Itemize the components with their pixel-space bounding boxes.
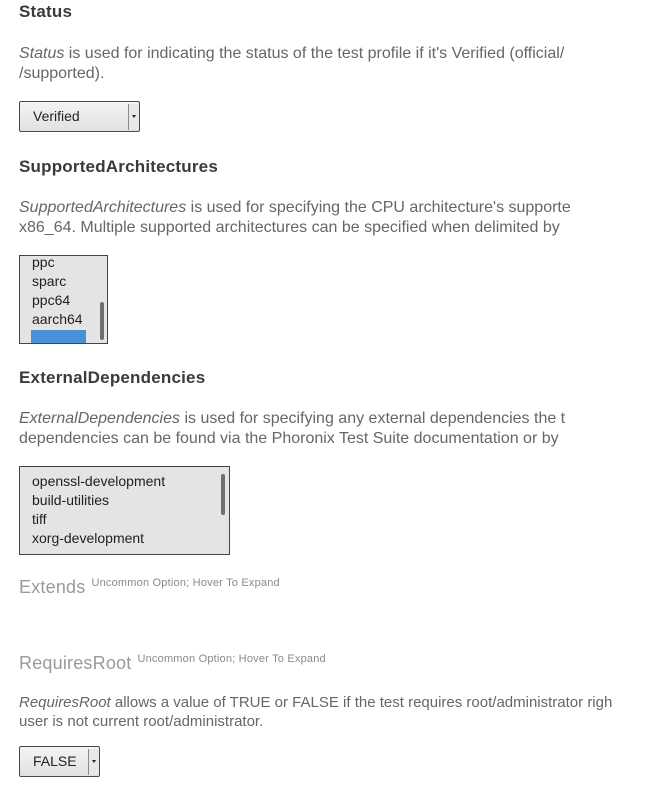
supported-architectures-description xyxy=(19,198,571,218)
requires-root-selected-value: FALSE xyxy=(33,753,77,769)
supported-architectures-desc-term: SupportedArchitectures xyxy=(19,199,187,216)
list-option[interactable]: tiff xyxy=(32,511,47,527)
list-option[interactable]: aarch64 xyxy=(32,311,83,327)
status-desc-term: Status xyxy=(19,45,65,62)
dropdown-arrow-icon xyxy=(88,749,99,775)
extends-heading[interactable] xyxy=(19,577,280,598)
listbox-scrollbar[interactable] xyxy=(221,474,225,515)
external-dependencies-heading: ExternalDependencies xyxy=(19,368,206,387)
status-heading: Status xyxy=(19,2,73,21)
requires-root-hint: Uncommon Option; Hover To Expand xyxy=(137,653,326,665)
list-option-partial[interactable] xyxy=(32,466,36,471)
requires-root-heading-label: RequiresRoot xyxy=(19,653,132,673)
external-dependencies-listbox[interactable] xyxy=(19,466,230,555)
supported-architectures-listbox[interactable] xyxy=(19,255,108,344)
requires-root-description-line2: user is not current root/administrator. xyxy=(19,713,264,730)
status-selected-value: Verified xyxy=(33,108,80,124)
listbox-scrollbar[interactable] xyxy=(100,302,104,340)
extends-heading-label: Extends xyxy=(19,577,86,597)
requires-root-description xyxy=(19,693,612,712)
status-description xyxy=(19,44,564,64)
supported-architectures-description-line2: x86_64. Multiple supported architectures can be specified when delimited by xyxy=(19,219,560,236)
requires-root-desc-term: RequiresRoot xyxy=(19,694,111,711)
supported-architectures-heading: SupportedArchitectures xyxy=(19,157,218,176)
external-dependencies-description xyxy=(19,409,565,429)
status-select[interactable] xyxy=(19,101,140,132)
status-description-line2: /supported). xyxy=(19,65,105,82)
list-option[interactable]: openssl-development xyxy=(32,473,166,489)
status-desc-text: is used for indicating the status of the test profile if it's Verified (official/ xyxy=(64,45,565,62)
external-dependencies-desc-term: ExternalDependencies xyxy=(19,410,180,427)
dropdown-arrow-icon xyxy=(128,104,139,130)
external-dependencies-desc-text: is used for specifying any external dependencies the t xyxy=(180,410,566,427)
extends-hint: Uncommon Option; Hover To Expand xyxy=(91,577,280,589)
list-option[interactable]: xorg-development xyxy=(32,530,145,546)
list-option[interactable]: ppc64 xyxy=(32,292,71,308)
supported-architectures-desc-text: is used for specifying the CPU architecture's supporte xyxy=(186,199,571,216)
list-option[interactable]: build-utilities xyxy=(32,492,110,508)
list-option[interactable]: sparc xyxy=(32,273,67,289)
list-option-selected[interactable] xyxy=(31,330,86,344)
requires-root-heading[interactable] xyxy=(19,653,326,674)
list-option[interactable]: ppc xyxy=(32,255,55,270)
external-dependencies-description-line2: dependencies can be found via the Phoronix Test Suite documentation or by xyxy=(19,430,559,447)
requires-root-select[interactable] xyxy=(19,746,100,777)
requires-root-desc-text: allows a value of TRUE or FALSE if the test requires root/administrator righ xyxy=(110,694,613,711)
